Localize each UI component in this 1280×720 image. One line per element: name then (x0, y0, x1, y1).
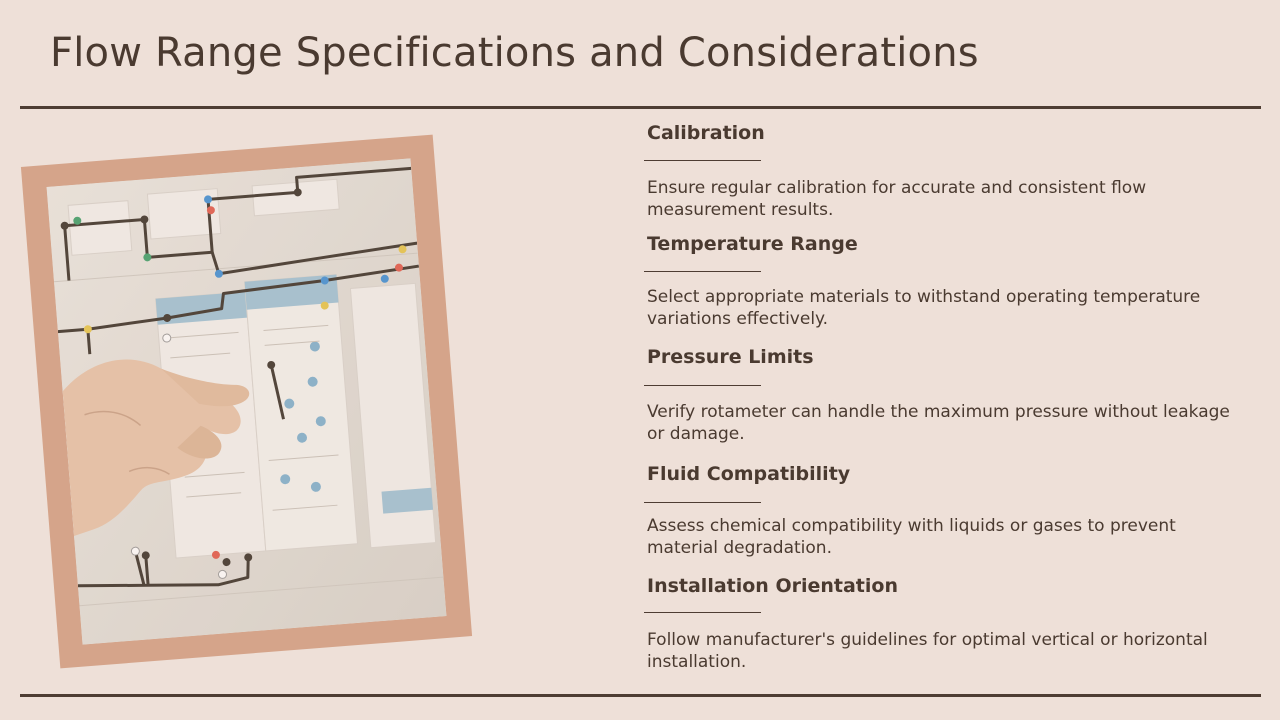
list-item (647, 232, 1247, 329)
item-title-pressure-limits: Pressure Limits (647, 346, 814, 368)
list-item (647, 345, 1247, 444)
flowchart-board-photo (47, 158, 447, 644)
item-description: Follow manufacturer's guidelines for optimal vertical or horizontal installation. (647, 630, 1208, 672)
item-underline (644, 612, 761, 613)
item-description: Select appropriate materials to withstand operating temperature variations effectively. (647, 287, 1201, 329)
photo-frame (21, 135, 472, 669)
slide-title: Flow Range Specifications and Considerations (50, 30, 979, 76)
item-description: Ensure regular calibration for accurate and consistent flow measurement results. (647, 178, 1147, 220)
item-description: Verify rotameter can handle the maximum pressure without leakage or damage. (647, 402, 1230, 444)
item-underline (644, 271, 761, 272)
item-title-temperature-range: Temperature Range (647, 233, 858, 255)
item-underline (644, 160, 761, 161)
item-title-calibration: Calibration (647, 122, 765, 144)
list-item (647, 574, 1247, 672)
hand-pinning-flowchart-icon (47, 158, 447, 644)
bottom-divider (20, 694, 1261, 697)
item-underline (644, 502, 761, 503)
list-item (647, 462, 1247, 558)
item-title-installation-orientation: Installation Orientation (647, 575, 898, 597)
list-item (647, 121, 1247, 220)
item-underline (644, 385, 761, 386)
item-title-fluid-compatibility: Fluid Compatibility (647, 463, 851, 485)
item-description: Assess chemical compatibility with liquids or gases to prevent material degradation. (647, 516, 1176, 558)
top-divider (20, 106, 1261, 109)
